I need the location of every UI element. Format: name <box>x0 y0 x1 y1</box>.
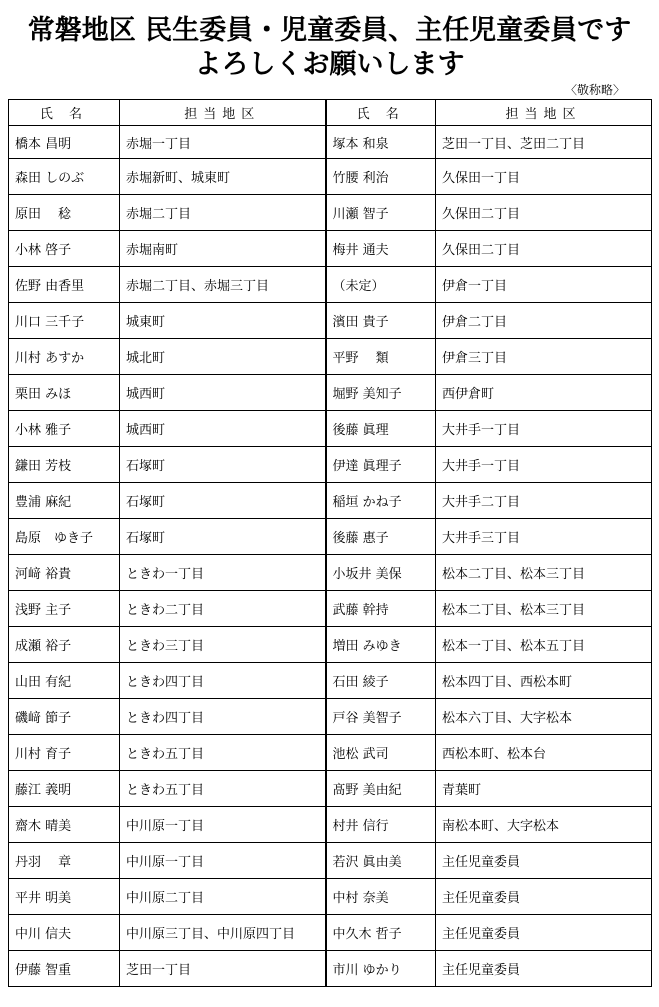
header-name-left: 氏 名 <box>9 100 120 126</box>
table-row <box>9 951 652 987</box>
table-row <box>9 771 652 807</box>
member-area-right: 久保田一丁目 <box>436 159 652 195</box>
member-name-left: 藤江 義明 <box>9 771 120 807</box>
member-name-right: 竹腰 利治 <box>326 159 436 195</box>
member-name-right: 市川 ゆかり <box>326 951 436 987</box>
member-area-left: 城北町 <box>120 339 326 375</box>
member-area-right: 松本四丁目、西松本町 <box>436 663 652 699</box>
table-row <box>9 339 652 375</box>
member-name-right: 村井 信行 <box>326 807 436 843</box>
member-name-right: 増田 みゆき <box>326 627 436 663</box>
member-name-left: 伊藤 智重 <box>9 951 120 987</box>
member-area-left: 城西町 <box>120 411 326 447</box>
table-row <box>9 699 652 735</box>
table-row <box>9 195 652 231</box>
committee-table <box>8 99 652 987</box>
table-row <box>9 555 652 591</box>
table-row <box>9 915 652 951</box>
member-area-right: 松本二丁目、松本三丁目 <box>436 555 652 591</box>
member-area-right: 久保田二丁目 <box>436 195 652 231</box>
member-name-left: 鎌田 芳枝 <box>9 447 120 483</box>
member-name-right: 小坂井 美保 <box>326 555 436 591</box>
member-area-left: 芝田一丁目 <box>120 951 326 987</box>
member-name-left: 森田 しのぶ <box>9 159 120 195</box>
member-name-right: 堀野 美知子 <box>326 375 436 411</box>
member-name-right: 川瀬 智子 <box>326 195 436 231</box>
table-row <box>9 303 652 339</box>
member-area-left: 石塚町 <box>120 483 326 519</box>
member-area-left: 中川原一丁目 <box>120 843 326 879</box>
member-area-left: 赤堀南町 <box>120 231 326 267</box>
table-row <box>9 375 652 411</box>
member-name-left: 磯﨑 節子 <box>9 699 120 735</box>
member-area-left: 赤堀二丁目、赤堀三丁目 <box>120 267 326 303</box>
table-row <box>9 663 652 699</box>
member-name-left: 島原 ゆき子 <box>9 519 120 555</box>
member-area-left: ときわ四丁目 <box>120 663 326 699</box>
member-name-right: 中村 奈美 <box>326 879 436 915</box>
member-name-left: 川村 あすか <box>9 339 120 375</box>
member-area-right: 松本一丁目、松本五丁目 <box>436 627 652 663</box>
header-name-right: 氏 名 <box>326 100 436 126</box>
member-name-right: 梅井 通夫 <box>326 231 436 267</box>
member-area-right: 松本六丁目、大字松本 <box>436 699 652 735</box>
member-area-left: 石塚町 <box>120 447 326 483</box>
member-area-right: 南松本町、大字松本 <box>436 807 652 843</box>
member-area-left: 赤堀新町、城東町 <box>120 159 326 195</box>
member-name-right: 池松 武司 <box>326 735 436 771</box>
header-area-left: 担当地区 <box>120 100 326 126</box>
member-name-left: 平井 明美 <box>9 879 120 915</box>
table-row <box>9 159 652 195</box>
member-area-left: ときわ四丁目 <box>120 699 326 735</box>
member-area-right: 青葉町 <box>436 771 652 807</box>
table-header-row <box>9 100 652 126</box>
table-row <box>9 447 652 483</box>
member-area-right: 伊倉三丁目 <box>436 339 652 375</box>
table-row <box>9 411 652 447</box>
member-area-left: ときわ二丁目 <box>120 591 326 627</box>
member-area-left: 赤堀二丁目 <box>120 195 326 231</box>
member-area-right: 大井手一丁目 <box>436 411 652 447</box>
member-name-left: 原田 稔 <box>9 195 120 231</box>
member-area-right: 大井手三丁目 <box>436 519 652 555</box>
member-name-right: 塚本 和泉 <box>326 126 436 159</box>
member-area-left: 城東町 <box>120 303 326 339</box>
member-area-left: 石塚町 <box>120 519 326 555</box>
header-area-right: 担当地区 <box>436 100 652 126</box>
member-name-left: 成瀬 裕子 <box>9 627 120 663</box>
table-row <box>9 591 652 627</box>
table-row <box>9 735 652 771</box>
member-name-left: 丹羽 章 <box>9 843 120 879</box>
member-area-right: 伊倉二丁目 <box>436 303 652 339</box>
member-area-right: 主任児童委員 <box>436 843 652 879</box>
table-row <box>9 231 652 267</box>
member-area-left: ときわ一丁目 <box>120 555 326 591</box>
member-name-right: 石田 綾子 <box>326 663 436 699</box>
member-area-left: 城西町 <box>120 375 326 411</box>
member-area-right: 主任児童委員 <box>436 915 652 951</box>
member-area-left: ときわ三丁目 <box>120 627 326 663</box>
member-name-left: 河﨑 裕貴 <box>9 555 120 591</box>
member-area-right: 大井手一丁目 <box>436 447 652 483</box>
page-title: 常磐地区 民生委員・児童委員、主任児童委員です <box>27 15 632 46</box>
member-name-right: 平野 類 <box>326 339 436 375</box>
honorific-note: 〈敬称略〉 <box>564 83 625 97</box>
member-name-left: 齋木 晴美 <box>9 807 120 843</box>
member-name-right: 濱田 貴子 <box>326 303 436 339</box>
member-area-right: 久保田二丁目 <box>436 231 652 267</box>
member-area-right: 主任児童委員 <box>436 879 652 915</box>
member-area-right: 大井手二丁目 <box>436 483 652 519</box>
member-name-right: 後藤 惠子 <box>326 519 436 555</box>
table-row <box>9 483 652 519</box>
table-row <box>9 267 652 303</box>
member-name-right: 後藤 眞理 <box>326 411 436 447</box>
table-row <box>9 843 652 879</box>
member-area-left: ときわ五丁目 <box>120 735 326 771</box>
member-area-right: 主任児童委員 <box>436 951 652 987</box>
member-name-right: 戸谷 美智子 <box>326 699 436 735</box>
member-name-right: 若沢 眞由美 <box>326 843 436 879</box>
member-name-right: 稲垣 かね子 <box>326 483 436 519</box>
member-name-left: 川村 育子 <box>9 735 120 771</box>
member-area-left: 赤堀一丁目 <box>120 126 326 159</box>
member-area-left: 中川原三丁目、中川原四丁目 <box>120 915 326 951</box>
member-area-right: 西松本町、松本台 <box>436 735 652 771</box>
table-row <box>9 519 652 555</box>
table-row <box>9 627 652 663</box>
member-name-right: 伊達 眞理子 <box>326 447 436 483</box>
page-subtitle: よろしくお願いします <box>194 49 465 80</box>
member-name-left: 橋本 昌明 <box>9 126 120 159</box>
member-area-right: 芝田一丁目、芝田二丁目 <box>436 126 652 159</box>
member-name-right: 髙野 美由紀 <box>326 771 436 807</box>
member-area-left: 中川原二丁目 <box>120 879 326 915</box>
member-area-left: 中川原一丁目 <box>120 807 326 843</box>
member-name-left: 浅野 主子 <box>9 591 120 627</box>
member-name-left: 小林 雅子 <box>9 411 120 447</box>
member-name-left: 栗田 みほ <box>9 375 120 411</box>
member-name-left: 山田 有紀 <box>9 663 120 699</box>
member-name-left: 川口 三千子 <box>9 303 120 339</box>
member-name-left: 小林 啓子 <box>9 231 120 267</box>
member-area-right: 伊倉一丁目 <box>436 267 652 303</box>
member-name-right: 中久木 哲子 <box>326 915 436 951</box>
member-name-left: 豊浦 麻紀 <box>9 483 120 519</box>
table-row <box>9 807 652 843</box>
member-name-right: （未定） <box>326 267 436 303</box>
member-area-left: ときわ五丁目 <box>120 771 326 807</box>
member-name-right: 武藤 幹持 <box>326 591 436 627</box>
member-area-right: 西伊倉町 <box>436 375 652 411</box>
member-area-right: 松本二丁目、松本三丁目 <box>436 591 652 627</box>
member-name-left: 佐野 由香里 <box>9 267 120 303</box>
table-body <box>9 126 652 987</box>
table-row <box>9 879 652 915</box>
table-row <box>9 126 652 159</box>
member-name-left: 中川 信夫 <box>9 915 120 951</box>
